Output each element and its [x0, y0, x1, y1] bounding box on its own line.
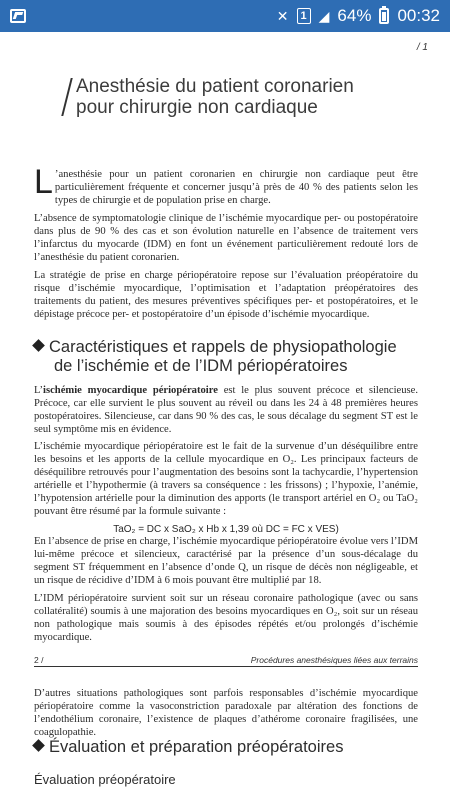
clock: 00:32	[397, 6, 440, 25]
chapter-title-line2: pour chirurgie non cardiaque	[76, 97, 318, 118]
s1-p1-prefix: L’	[34, 385, 44, 396]
status-bar	[0, 0, 450, 32]
section-heading-2	[34, 738, 434, 757]
section1-paragraph-2: L’ischémie myocardique périopératoire est le fait de la survenue d’un déséquilibre entre les besoins et les apports de la cellule myocardique en O₂. Les principaux facteurs de déséquilibre retrouvés pour l’augmentation des besoins sont la tachycardie, l’hypertension artérielle et l’hypothermie (à travers sa conséquence : les frissons) ; l’hypoxie, l’anémie, l’hypotension artérielle pour la diminution des apports (le transport artériel en O₂ ou TaO₂ pouvant être résumé par la formule suivante :	[34, 441, 418, 517]
section-heading-1-line1: Caractéristiques et rappels de physiopathologie	[49, 338, 397, 356]
page-number: / 1	[416, 42, 428, 53]
page2-header	[34, 655, 418, 665]
formula: TaO₂ = DC x SaO₂ x Hb x 1,39 où DC = FC x VES)	[113, 524, 339, 535]
bullet-diamond-icon	[32, 739, 45, 752]
battery-percent: 64%	[337, 6, 372, 25]
document-viewer[interactable]	[0, 32, 450, 800]
page2-running-title: Procédures anesthésiques liées aux terrains	[250, 655, 418, 665]
page2-paragraph-1: D’autres situations pathologiques sont parfois responsables d’ischémie myocardique périopératoire comme la vasoconstriction paradoxale par altération des fonctions de l’endothélium coronaire, l’existence de plaques d’athérome coronaire fragilisées, une coagulopathie.	[34, 688, 418, 738]
subsection-heading-partial: Évaluation préopératoire	[34, 772, 176, 787]
mute-icon: ✕	[276, 7, 289, 24]
page2-number: 2 /	[34, 655, 44, 665]
section1-paragraph-1	[34, 384, 418, 436]
sim-icon: 1	[297, 8, 311, 24]
section-heading-1	[34, 338, 434, 376]
gallery-notification-icon	[10, 9, 26, 23]
s1-p1-rest: est le plus souvent précoce et silencieuse. Précoce, car elle survient le plus souvent au réveil ou dans les 24 à 48 premières heures postopératoires. Silencieuse, car dans 90 % des cas, le sous décalage du segment ST est le seul symptôme mis en évidence.	[34, 385, 418, 435]
drop-cap: L	[34, 163, 53, 201]
intro-paragraph-1	[34, 163, 418, 207]
section1-paragraph-3: En l’absence de prise en charge, l’ischémie myocardique périopératoire évolue vers l’IDM lui-même précoce et silencieux, caractérisé par la présence d’un sous-décalage du segment ST fréquemment en l’absence d’onde Q, un risque de décès non négligeable, et un risque de récidive d’IDM à 6 mois pouvant être multiplié par 18.	[34, 536, 418, 586]
section-heading-1-line2: de l’ischémie et de l’IDM périopératoires	[54, 357, 348, 375]
battery-icon	[379, 8, 389, 24]
section1-paragraph-4: L’IDM périopératoire survient soit sur un réseau coronaire pathologique (avec ou sans collatéralité) soumis à une majoration des besoins myocardiques en O₂, soit sur un réseau non pathologique mais soumis à des épisodes répétés et/ou prolongés d’ischémie myocardique.	[34, 593, 418, 643]
intro-paragraph-1-text: ’anesthésie pour un patient coronarien en chirurgie non cardiaque peut être particulièrement fréquente et concerner jusqu’à près de 40 % des patients selon les types de chirurgie et de population prise en charge.	[54, 169, 418, 206]
chapter-title-line1: Anesthésie du patient coronarien	[76, 76, 354, 97]
bullet-diamond-icon	[32, 339, 45, 352]
section-heading-2-text: Évaluation et préparation préopératoires	[49, 738, 344, 756]
s1-p1-bold-term: ischémie myocardique périopératoire	[43, 385, 218, 396]
intro-paragraph-2: L’absence de symptomatologie clinique de l’ischémie myocardique per- ou postopératoire dans plus de 90 % des cas et son évolution naturelle en l’absence de traitement vers l’infarctus du myocarde (IDM) en font un événement particulièrement redouté lors de l’anesthésie du patient coronarien.	[34, 213, 418, 263]
signal-icon: ◢	[318, 7, 330, 24]
chapter-title	[72, 76, 372, 118]
page2-header-rule	[34, 666, 418, 667]
intro-paragraph-3: La stratégie de prise en charge périopératoire repose sur l’évaluation préopératoire du risque d’ischémie myocardique, l’optimisation et l’adaptation préopératoires des traitements du patient, des mesures préventives spécifiques per- et postopératoires, et le dépistage précoce per- et postopératoire d’un épisode d’ischémie myocardique.	[34, 270, 418, 320]
